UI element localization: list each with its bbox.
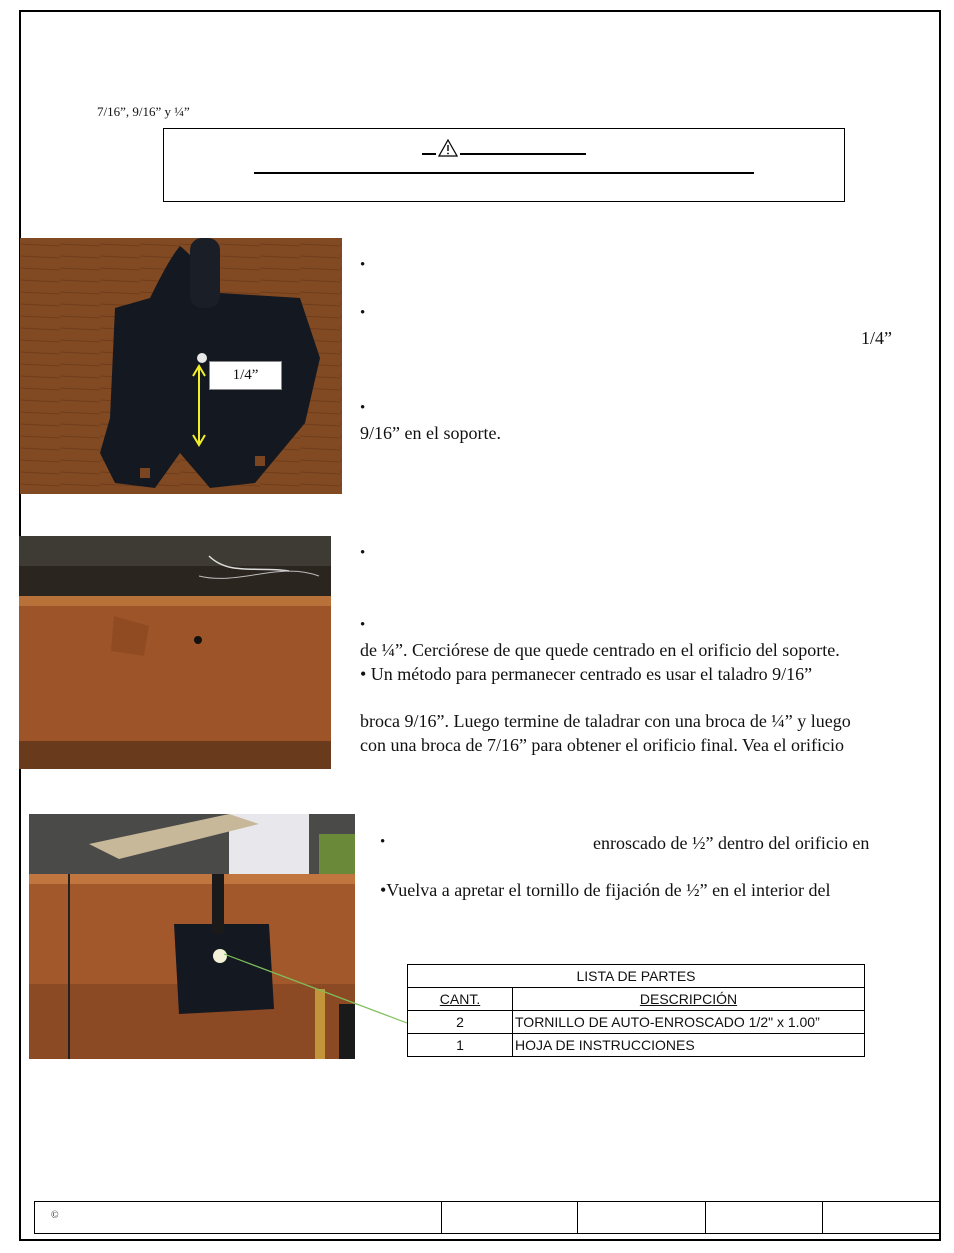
step1-bullet-3: • — [360, 400, 366, 416]
photo-measure-label: 1/4” — [209, 361, 282, 390]
photo-frame-hole — [19, 536, 331, 769]
row-qty: 2 — [408, 1011, 513, 1034]
footer-bar — [34, 1201, 941, 1234]
footer-cell-3 — [578, 1202, 706, 1233]
step3-bullet-1: • — [380, 834, 386, 850]
step1-text-line: 9/16” en el soporte. — [360, 423, 501, 443]
warning-dash — [422, 153, 436, 155]
row-qty: 1 — [408, 1034, 513, 1057]
step2-line-3: broca 9/16”. Luego termine de taladrar con una broca de ¼” y luego — [360, 711, 851, 731]
header-qty: CANT. — [408, 988, 513, 1011]
step2-line-4: con una broca de 7/16” para obtener el orificio final. Vea el orificio — [360, 735, 844, 755]
row-description: HOJA DE INSTRUCCIONES — [513, 1034, 865, 1057]
parts-title: LISTA DE PARTES — [408, 965, 865, 988]
step2-line-1: de ¼”. Cerciórese de que quede centrado en el orificio del soporte. — [360, 640, 840, 660]
drill-sizes-text: 7/16”, 9/16” y ¼” — [97, 104, 190, 119]
warning-box — [163, 128, 845, 202]
step3-line-1: enroscado de ½” dentro del orificio en — [593, 833, 870, 853]
table-row — [408, 1011, 865, 1034]
header-description: DESCRIPCIÓN — [513, 988, 865, 1011]
measure-arrow-icon — [20, 238, 342, 494]
photo-bracket-marking — [20, 238, 342, 494]
step1-bullet-2: • — [360, 305, 366, 321]
warning-triangle-icon — [438, 139, 458, 157]
photo-installed-bracket — [29, 814, 355, 1059]
warning-underline-2 — [254, 172, 754, 174]
footer-cell-2 — [442, 1202, 578, 1233]
parts-list-table — [407, 964, 865, 1057]
step2-bullet-1: • — [360, 545, 366, 561]
step1-size-right: 1/4” — [861, 328, 892, 348]
row-description: TORNILLO DE AUTO-ENROSCADO 1/2" x 1.00” — [513, 1011, 865, 1034]
footer-copyright: © — [35, 1202, 442, 1233]
step2-bullet-2: • — [360, 617, 366, 633]
step2-line-2: • Un método para permanecer centrado es usar el taladro 9/16” — [360, 664, 813, 684]
warning-underline-1 — [460, 153, 586, 155]
step1-bullet-1: • — [360, 257, 366, 273]
parts-header-row — [408, 988, 865, 1011]
table-row — [408, 1034, 865, 1057]
footer-cell-5 — [823, 1202, 940, 1233]
parts-title-row — [408, 965, 865, 988]
step3-line-2: •Vuelva a apretar el tornillo de fijación de ½” en el interior del — [380, 880, 831, 900]
footer-cell-4 — [706, 1202, 823, 1233]
